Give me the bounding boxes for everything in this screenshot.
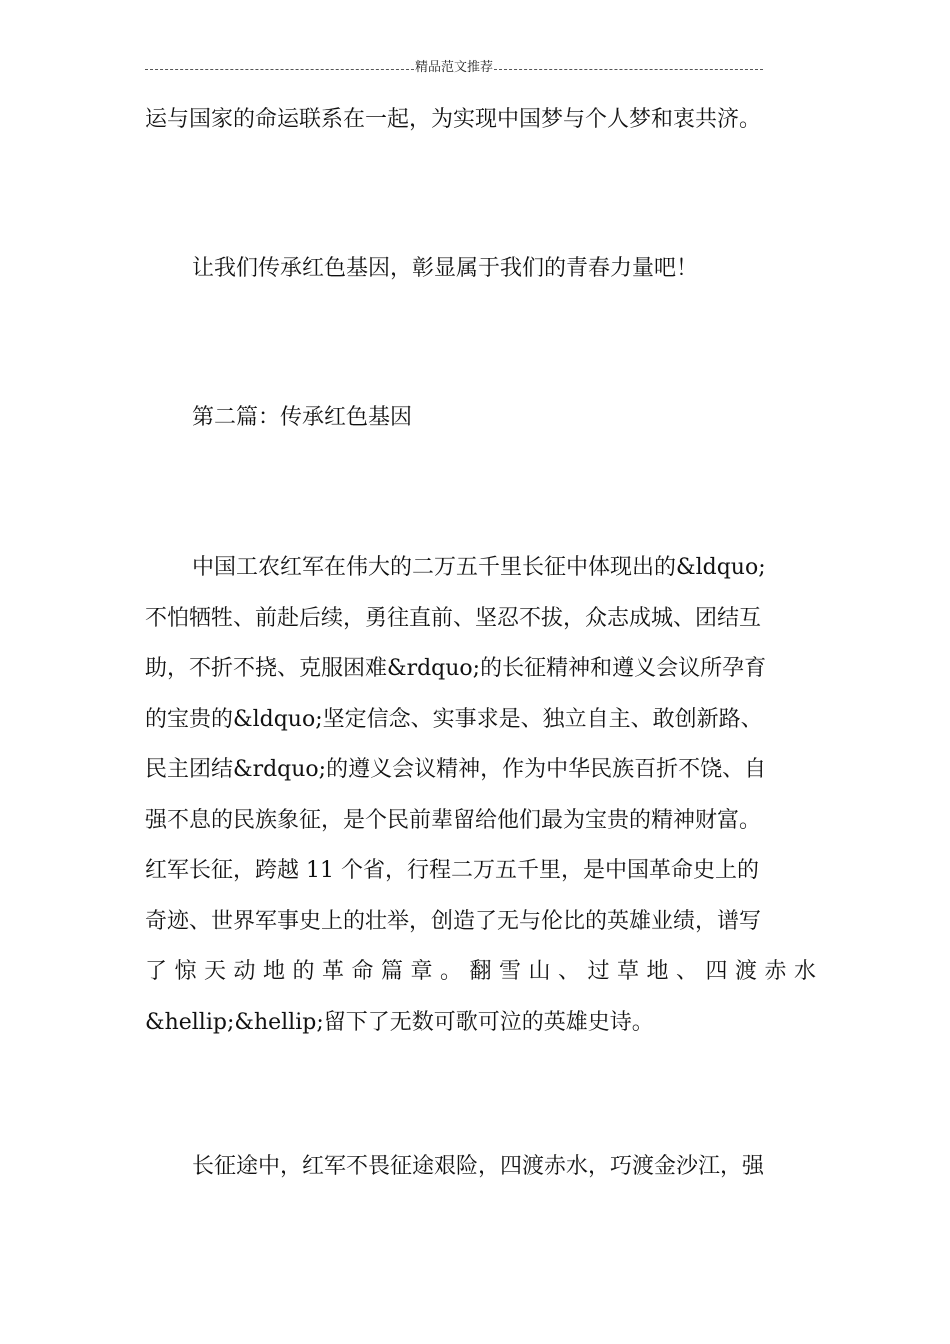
text-line: 中国工农红军在伟大的二万五千里长征中体现出的&ldquo;	[192, 555, 766, 580]
header-rule-left	[145, 69, 414, 70]
paragraph-march-hardships	[145, 1142, 815, 1193]
heading-text: 第二篇：传承红色基因	[192, 405, 413, 430]
text-line: 红军长征，跨越 11 个省，行程二万五千里，是中国革命史上的	[145, 858, 759, 883]
text-line-spread: 了惊天动地的革命篇章。翻雪山、过草地、四渡赤水	[145, 959, 824, 984]
text-line: 运与国家的命运联系在一起，为实现中国梦与个人梦和衷共济。	[145, 107, 762, 132]
paragraph-call-to-action	[145, 244, 815, 295]
paragraph-continuation	[145, 95, 815, 146]
text-line: 奇迹、世界军事史上的壮举，创造了无与伦比的英雄业绩，谱写	[145, 908, 762, 934]
section-heading	[145, 393, 815, 444]
text-line: 让我们传承红色基因，彰显属于我们的青春力量吧！	[192, 256, 699, 281]
header-rule-right	[494, 69, 763, 70]
text-line: 长征途中，红军不畏征途艰险，四渡赤水，巧渡金沙江，强	[192, 1154, 765, 1179]
text-line: 强不息的民族象征，是个民前辈留给他们最为宝贵的精神财富。	[145, 807, 762, 833]
text-line: 不怕牺牲、前赴后续，勇往直前、坚忍不拔，众志成城、团结互	[145, 605, 762, 631]
text-line: 助，不折不挠、克服困难&rdquo;的长征精神和遵义会议所孕育	[145, 656, 767, 681]
text-line: &hellip;&hellip;留下了无数可歌可泣的英雄史诗。	[145, 1009, 654, 1035]
paragraph-long-march-spirit	[145, 543, 824, 1048]
header-caption: 精品范文推荐	[415, 60, 494, 75]
text-line: 民主团结&rdquo;的遵义会议精神，作为中华民族百折不饶、自	[145, 757, 767, 782]
page-header	[145, 58, 763, 78]
text-line: 的宝贵的&ldquo;坚定信念、实事求是、独立自主、敢创新路、	[145, 706, 763, 732]
